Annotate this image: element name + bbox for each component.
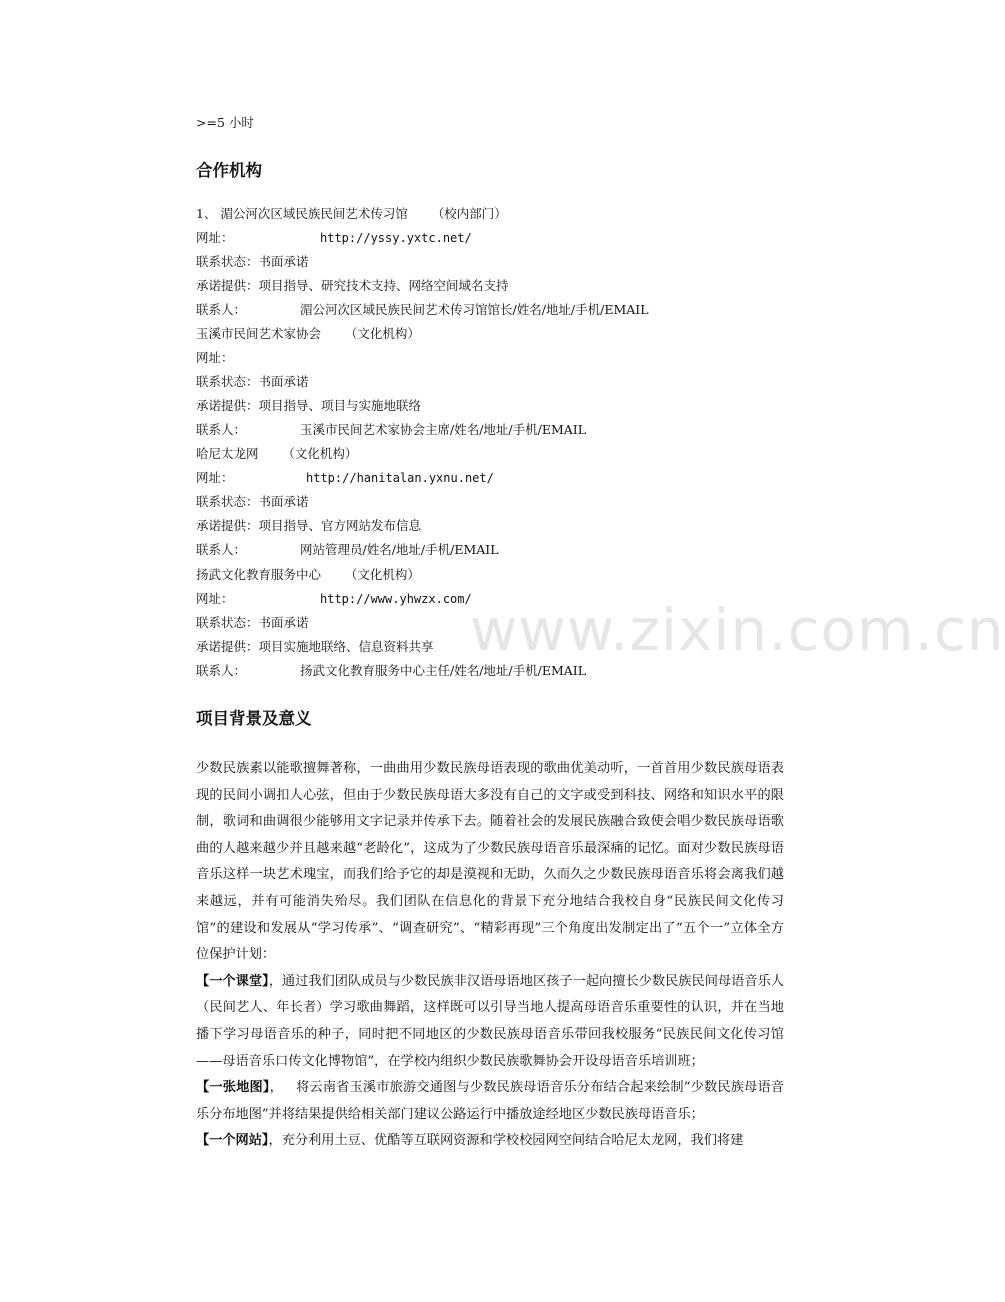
plan-item-tag: 【一个课堂】: [196, 973, 269, 989]
institution-provide-row: [196, 277, 509, 295]
provide-label: 承诺提供：: [196, 639, 259, 654]
contact-value: 玉溪市民间艺术家协会主席/姓名/地址/手机/EMAIL: [300, 422, 587, 437]
contact-label: 联系人：: [196, 302, 247, 317]
institution-name: 哈尼太龙网: [196, 446, 259, 461]
status-value: 书面承诺: [258, 494, 309, 509]
institution-url[interactable]: http://hanitalan.yxnu.net/: [306, 471, 494, 485]
watermark: www.zixin.com.cn: [470, 596, 1005, 664]
plan-item-text: ， 将云南省玉溪市旅游交通图与少数民族母语音乐分布结合起来绘制“少数民族母语音乐分布地图”并将结果提供给相关部门建议公路运行中播放途经地区少数民族母语音乐；: [196, 1080, 784, 1122]
contact-value: 扬武文化教育服务中心主任/姓名/地址/手机/EMAIL: [300, 663, 587, 678]
plan-item-website: [196, 1128, 784, 1155]
status-value: 书面承诺: [258, 374, 309, 389]
institution-url-row: [196, 229, 472, 247]
plan-item-tag: 【一张地图】: [196, 1080, 270, 1096]
institution-url-row: [196, 590, 472, 608]
plan-item-text: ，充分利用土豆、优酷等互联网资源和学校校园网空间结合哈尼太龙网，我们将建: [268, 1133, 744, 1149]
duration-note: >=5 小时: [196, 115, 254, 130]
status-label: 联系状态：: [196, 254, 259, 269]
provide-value: 项目指导、项目与实施地联络: [258, 398, 422, 413]
provide-label: 承诺提供：: [196, 278, 259, 293]
institution-status-row: [196, 373, 309, 391]
institution-category: （文化机构）: [282, 446, 358, 461]
status-value: 书面承诺: [258, 615, 309, 630]
institution-name: 扬武文化教育服务中心: [196, 567, 322, 582]
institution-contact-row: [196, 662, 587, 680]
plan-item-tag: 【一个网站】: [196, 1133, 269, 1149]
provide-value: 项目实施地联络、信息资料共享: [258, 639, 434, 654]
section-title-background: 项目背景及意义: [196, 709, 312, 728]
institution-heading: [196, 205, 507, 223]
status-label: 联系状态：: [196, 494, 259, 509]
plan-item-map: [196, 1075, 784, 1128]
provide-value: 项目指导、官方网站发布信息: [258, 518, 422, 533]
url-label: 网址：: [196, 350, 234, 365]
institution-url[interactable]: http://www.yhwzx.com/: [320, 592, 472, 606]
institution-heading: [196, 566, 420, 584]
contact-label: 联系人：: [196, 422, 247, 437]
url-label: 网址：: [196, 591, 234, 606]
status-label: 联系状态：: [196, 374, 259, 389]
institution-status-row: [196, 493, 309, 511]
plan-item-classroom: [196, 969, 784, 1075]
url-label: 网址：: [196, 230, 234, 245]
institution-contact-row: [196, 421, 587, 439]
provide-label: 承诺提供：: [196, 398, 259, 413]
institution-url-row: [196, 349, 234, 367]
institution-category: （文化机构）: [344, 326, 420, 341]
section-title-cooperation: 合作机构: [196, 161, 262, 180]
institution-name: 1、 湄公河次区域民族民间艺术传习馆: [196, 206, 408, 221]
institution-category: （文化机构）: [344, 567, 420, 582]
institution-status-row: [196, 253, 309, 271]
contact-value: 湄公河次区域民族民间艺术传习馆馆长/姓名/地址/手机/EMAIL: [300, 302, 649, 317]
institution-heading: [196, 445, 357, 463]
institution-contact-row: [196, 301, 649, 319]
institution-category: （校内部门）: [431, 206, 507, 221]
background-body: [196, 756, 784, 1155]
institution-url-row: [196, 469, 494, 487]
institution-status-row: [196, 614, 309, 632]
institution-contact-row: [196, 541, 499, 559]
contact-value: 网站管理员/姓名/地址/手机/EMAIL: [300, 542, 499, 557]
institution-heading: [196, 325, 420, 343]
provide-label: 承诺提供：: [196, 518, 259, 533]
contact-label: 联系人：: [196, 542, 247, 557]
institution-url[interactable]: http://yssy.yxtc.net/: [320, 231, 472, 245]
status-label: 联系状态：: [196, 615, 259, 630]
status-value: 书面承诺: [258, 254, 309, 269]
background-intro: 少数民族素以能歌擅舞著称，一曲曲用少数民族母语表现的歌曲优美动听，一首首用少数民族母语表现的民间小调扣人心弦，但由于少数民族母语大多没有自己的文字或受到科技、网络和知识水平的限制，歌词和曲调很少能够用文字记录并传承下去。随着社会的发展民族融合致使会唱少数民族母语歌曲的人越来越少并且越来越“老龄化”，这成为了少数民族母语音乐最深痛的记忆。面对少数民族母语音乐这样一块艺术瑰宝，而我们给予它的却是漠视和无助，久而久之少数民族母语音乐将会离我们越来越远，并有可能消失殆尽。我们团队在信息化的背景下充分地结合我校自身“民族民间文化传习馆”的建设和发展从“学习传承”、“调查研究”、“精彩再现”三个角度出发制定出了“五个一”立体全方位保护计划：: [196, 761, 784, 963]
institution-name: 玉溪市民间艺术家协会: [196, 326, 322, 341]
plan-item-text: ，通过我们团队成员与少数民族非汉语母语地区孩子一起向擅长少数民族民间母语音乐人（民间艺人、年长者）学习歌曲舞蹈，这样既可以引导当地人提高母语音乐重要性的认识，并在当地播下学习母语音乐的种子，同时把不同地区的少数民族母语音乐带回我校服务“民族民间文化传习馆——母语音乐口传文化博物馆”，在学校内组织少数民族歌舞协会开设母语音乐培训班；: [196, 973, 784, 1069]
provide-value: 项目指导、研究技术支持、网络空间域名支持: [258, 278, 509, 293]
institution-provide-row: [196, 397, 421, 415]
institution-provide-row: [196, 517, 421, 535]
contact-label: 联系人：: [196, 663, 247, 678]
institution-provide-row: [196, 638, 434, 656]
url-label: 网址：: [196, 470, 234, 485]
